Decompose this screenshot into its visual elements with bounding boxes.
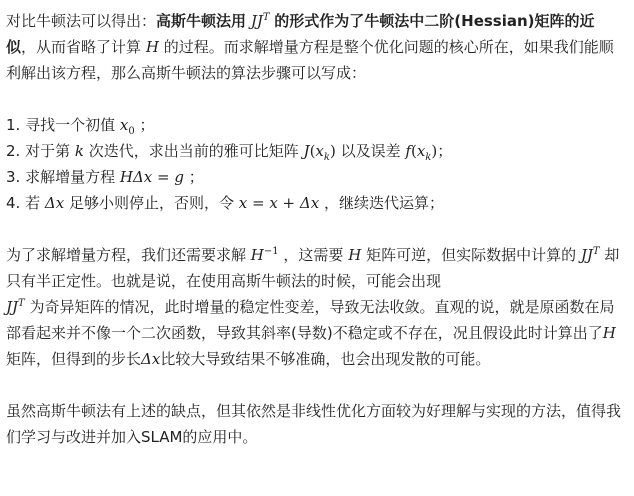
step-4: 4. 若 Δx 足够小则停止，否则，令 x = x + Δx ，继续迭代运算； bbox=[6, 194, 444, 212]
math-h: H bbox=[602, 324, 616, 342]
math-jjt: $JJ^T$ bbox=[250, 12, 270, 30]
step-1: 1. 寻找一个初值 $x_0$ ； bbox=[6, 116, 155, 137]
math-x0: $x_0$ bbox=[119, 116, 135, 137]
math-jjt: $JJ^T$ bbox=[580, 246, 600, 264]
math-increment-eq: HΔx = g bbox=[119, 168, 184, 186]
math-dx: Δx bbox=[44, 194, 65, 212]
intro-text-2: ，从而省略了计算 bbox=[21, 38, 142, 56]
intro-text-3: 的过程。而求解增量方程是整个优化问题的核心所在，如果我们能顺利解出该方程，那么高斯牛顿法的算法步骤可以写成： bbox=[6, 38, 614, 82]
math-h: H bbox=[145, 38, 159, 56]
intro-bold-1: 高斯牛顿法用 bbox=[156, 12, 247, 30]
math-fxk: $f(x_k)$ bbox=[405, 142, 438, 163]
paragraph-inverse: 为了求解增量方程，我们还需要求解 $H^{-1}$ ，这需要 H 矩阵可逆，但实际数据中计算的 $JJ^T$ 却只有半正定性。也就是说，在使用高斯牛顿法的时候，可能会出现 $JJ^T$ 为奇异矩阵的情况，此时增量的稳定性变差，导致无法收敛。直观的说，就是原函数在局部看起来并不像一个二次函数，导致其斜率(导数)不稳定或不存在，况且假设此时计算出了H 矩阵，但得到的步长Δx比较大导致结果不够准确，也会出现发散的可能。 bbox=[6, 246, 620, 368]
math-h: H bbox=[348, 246, 362, 264]
paragraph-intro bbox=[6, 8, 624, 86]
intro-bold-2: 的形式作为了牛顿法中二阶(Hessian)矩阵的近似 bbox=[6, 12, 595, 56]
math-update-eq: x = x + Δx bbox=[238, 194, 320, 212]
math-k: k bbox=[74, 142, 84, 160]
math-dx: Δx bbox=[141, 350, 161, 368]
step-2: 2. 对于第 k 次迭代，求出当前的雅可比矩阵 $J(x_k)$ 以及误差 $f(x_k)$； bbox=[6, 142, 453, 163]
math-jjt: $JJ^T$ bbox=[6, 298, 25, 316]
intro-text: 对比牛顿法可以得出： bbox=[6, 12, 157, 30]
step-3: 3. 求解增量方程 HΔx = g ； bbox=[6, 168, 204, 186]
math-h-inverse: $H^{-1}$ bbox=[250, 246, 279, 264]
paragraph-conclusion: 虽然高斯牛顿法有上述的缺点，但其依然是非线性优化方面较为好理解与实现的方法，值得我们学习与改进并加入SLAM的应用中。 bbox=[6, 402, 622, 446]
math-jxk: $J(x_k)$ bbox=[303, 142, 336, 163]
